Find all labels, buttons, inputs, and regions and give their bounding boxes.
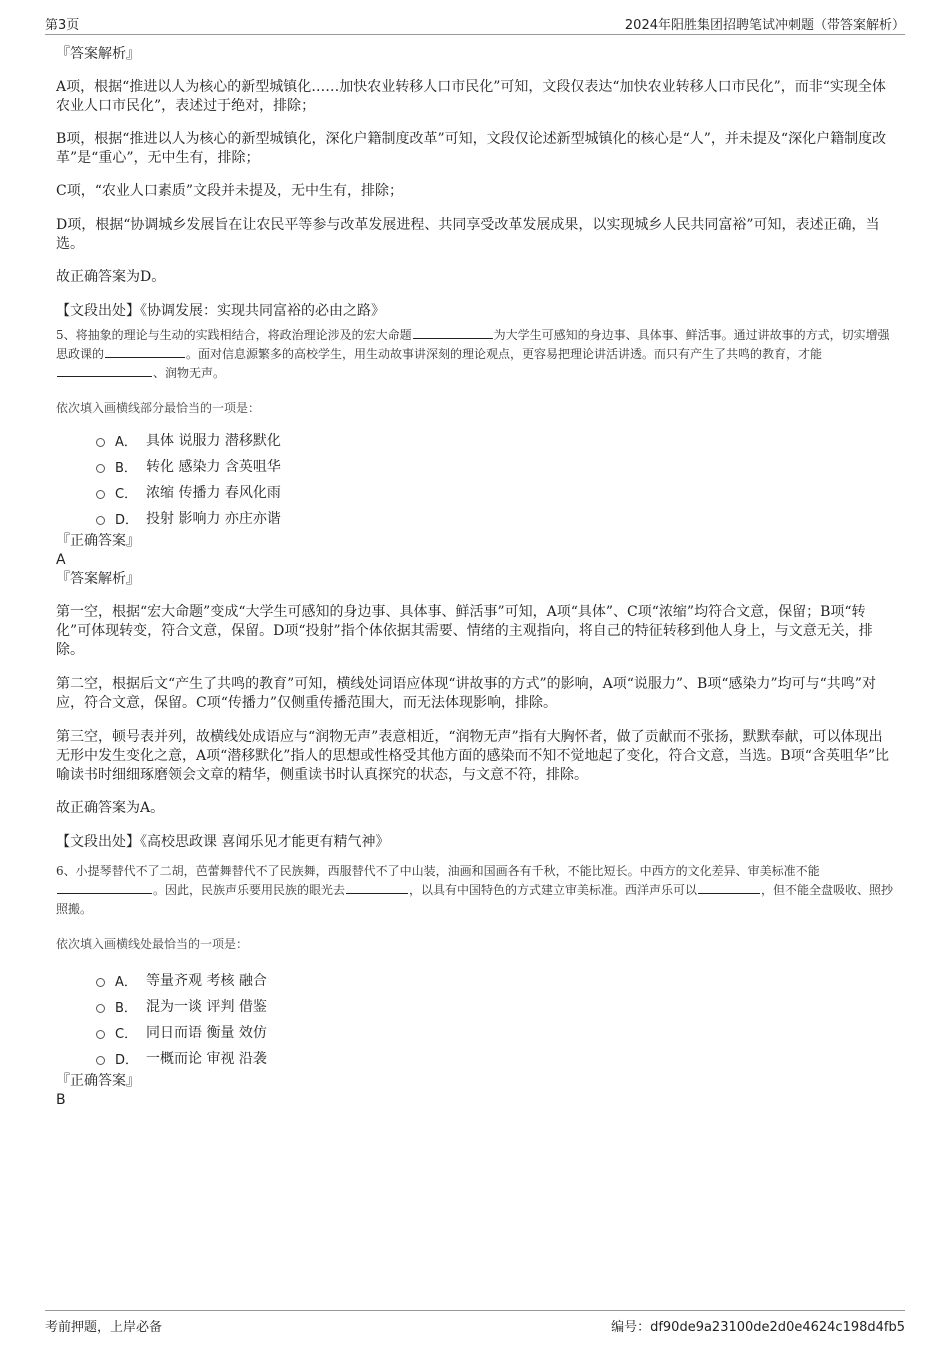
page-content bbox=[56, 44, 895, 1109]
page-header bbox=[45, 14, 905, 35]
option-d[interactable]: D． 一概而论 审视 沿袭 bbox=[56, 1045, 895, 1071]
fill-blank bbox=[413, 326, 493, 339]
analysis-option-a: A项，根据“推进以人为核心的新型城镇化……加快农业转移人口市民化”可知，文段仅表达“加快农业转移人口市民化”，而非“实现全体农业人口市民化”，表述过于绝对，排除； bbox=[56, 79, 886, 114]
question-5-text: 5、将抽象的理论与生动的实践相结合，将政治理论涉及的宏大命题 为大学生可感知的身边事、具体事、鲜活事。通过讲故事的方式，切实增强思政课的 。面对信息源繁多的高校学生，用生动故事讲深刻的理论观点，更容易把理论讲活讲透。而只有产生了共鸣的教育，才能、润物无声。 bbox=[56, 328, 890, 380]
correct-answer: B bbox=[56, 1092, 66, 1108]
source-citation: 【文段出处】《协调发展：实现共同富裕的必由之路》 bbox=[56, 303, 385, 319]
question-5-options bbox=[56, 427, 895, 531]
fill-blank bbox=[57, 364, 152, 377]
analysis-label: 『答案解析』 bbox=[56, 571, 140, 587]
page-footer bbox=[45, 1310, 905, 1335]
fill-blank bbox=[346, 881, 408, 894]
correct-answer: A bbox=[56, 552, 66, 568]
fill-blank bbox=[57, 881, 152, 894]
analysis-blank-2: 第二空，根据后文“产生了共鸣的教育”可知，横线处词语应体现“讲故事的方式”的影响，A项“说服力”、B项“感染力”均可与“共鸣”对应，符合文意，保留。C项“传播力”仅侧重传播范围大，而无法体现影响，排除。 bbox=[56, 676, 876, 711]
analysis-blank-3: 第三空，顿号表并列，故横线处成语应与“润物无声”表意相近，“润物无声”指有大胸怀者，做了贡献而不张扬，默默奉献，可以体现出无形中发生变化之意，A项“潜移默化”指人的思想或性格受其他方面的感染而不知不觉地起了变化，符合文意，当选。B项“含英咀华”比喻读书时细细琢磨领会文章的精华，侧重读书时认真探究的状态，与文意不符，排除。 bbox=[56, 729, 890, 783]
radio-button[interactable] bbox=[96, 978, 105, 987]
radio-button[interactable] bbox=[96, 1030, 105, 1039]
conclusion: 故正确答案为A。 bbox=[56, 800, 165, 816]
radio-button[interactable] bbox=[96, 1056, 105, 1065]
option-c[interactable]: C． 同日而语 衡量 效仿 bbox=[56, 1019, 895, 1045]
question-6-prompt: 依次填入画横线处最恰当的一项是： bbox=[56, 937, 249, 951]
question-6-text: 6、小提琴替代不了二胡，芭蕾舞替代不了民族舞，西服替代不了中山装，油画和国画各有千秋，不能比短长。中西方的文化差异、审美标准不能。因此，民族声乐要用民族的眼光去 ，以具有中国特色的方式建立审美标准。西洋声乐可以 ，但不能全盘吸收、照抄照搬。 bbox=[56, 864, 894, 916]
page-number: 第3页 bbox=[45, 18, 80, 33]
footer-slogan: 考前押题，上岸必备 bbox=[45, 1320, 163, 1335]
radio-button[interactable] bbox=[96, 464, 105, 473]
radio-button[interactable] bbox=[96, 516, 105, 525]
option-a[interactable]: A． 具体 说服力 潜移默化 bbox=[56, 427, 895, 453]
correct-answer-label: 『正确答案』 bbox=[56, 1073, 140, 1089]
analysis-blank-1: 第一空，根据“宏大命题”变成“大学生可感知的身边事、具体事、鲜活事”可知，A项“具体”、C项“浓缩”均符合文意，保留；B项“转化”可体现转变，符合文意，保留。D项“投射”指个体依据其需要、情绪的主观指向，将自己的特征转移到他人身上，与文意无关，排除。 bbox=[56, 604, 873, 658]
conclusion: 故正确答案为D。 bbox=[56, 269, 166, 285]
analysis-option-c: C项，“农业人口素质”文段并未提及，无中生有，排除； bbox=[56, 183, 404, 199]
option-a[interactable]: A． 等量齐观 考核 融合 bbox=[56, 967, 895, 993]
analysis-label: 『答案解析』 bbox=[56, 46, 140, 62]
option-b[interactable]: B． 混为一谈 评判 借鉴 bbox=[56, 993, 895, 1019]
radio-button[interactable] bbox=[96, 438, 105, 447]
radio-button[interactable] bbox=[96, 490, 105, 499]
option-b[interactable]: B． 转化 感染力 含英咀华 bbox=[56, 453, 895, 479]
radio-button[interactable] bbox=[96, 1004, 105, 1013]
document-code: 编号：df90de9a23100de2d0e4624c198d4fb5 bbox=[611, 1320, 905, 1335]
fill-blank bbox=[698, 881, 760, 894]
question-5-prompt: 依次填入画横线部分最恰当的一项是： bbox=[56, 401, 261, 415]
correct-answer-label: 『正确答案』 bbox=[56, 533, 140, 549]
source-citation: 【文段出处】《高校思政课 喜闻乐见才能更有精气神》 bbox=[56, 834, 390, 850]
analysis-option-b: B项，根据“推进以人为核心的新型城镇化，深化户籍制度改革”可知，文段仅论述新型城镇化的核心是“人”，并未提及“深化户籍制度改革”是“重心”，无中生有，排除； bbox=[56, 131, 887, 166]
option-d[interactable]: D． 投射 影响力 亦庄亦谐 bbox=[56, 505, 895, 531]
option-c[interactable]: C． 浓缩 传播力 春风化雨 bbox=[56, 479, 895, 505]
document-title: 2024年阳胜集团招聘笔试冲刺题（带答案解析） bbox=[624, 18, 905, 33]
fill-blank bbox=[105, 345, 185, 358]
question-6-options bbox=[56, 967, 895, 1071]
analysis-option-d: D项，根据“协调城乡发展旨在让农民平等参与改革发展进程、共同享受改革发展成果，以实现城乡人民共同富裕”可知，表述正确，当选。 bbox=[56, 217, 880, 252]
